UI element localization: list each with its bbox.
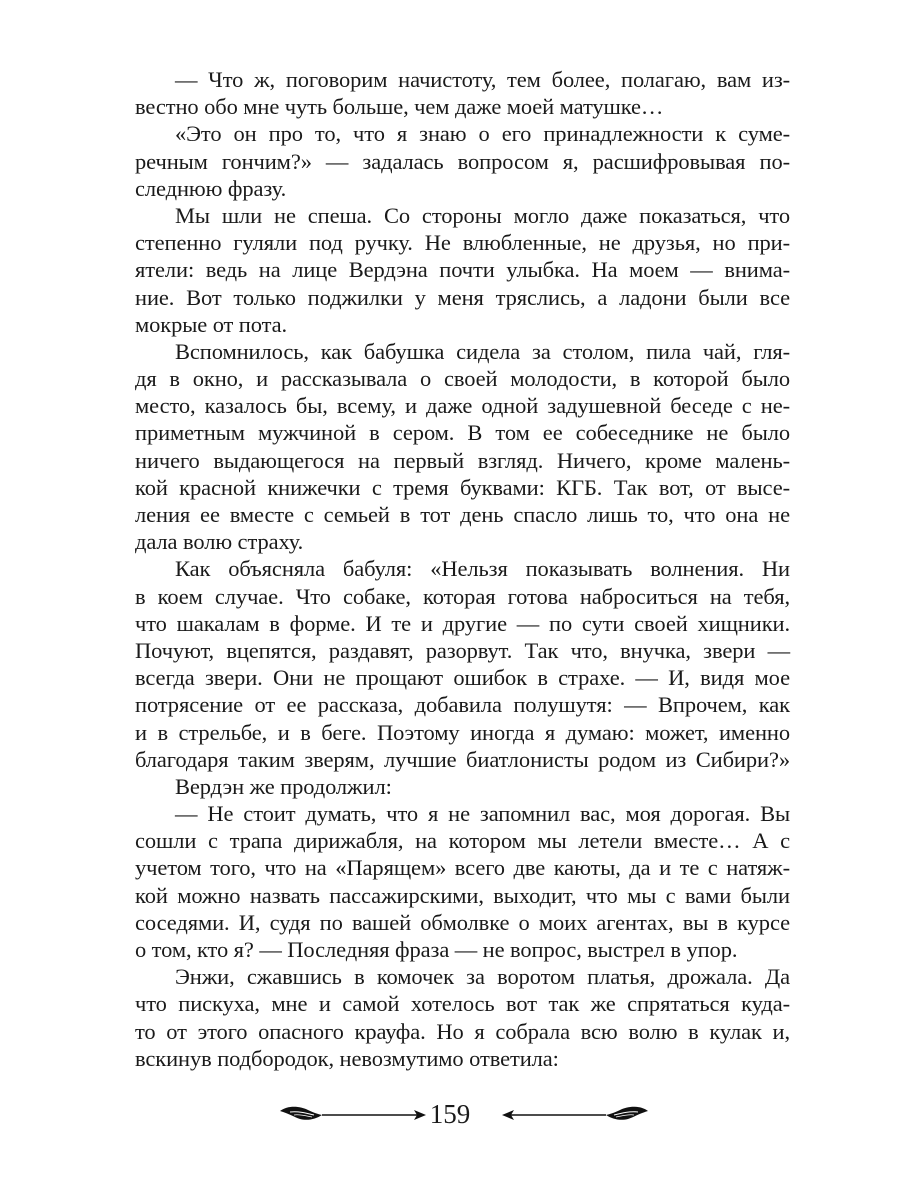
text-line: степенно гуляли под ручку. Не влюбленные, не друзья, но при- [135,230,790,256]
text-line: приметным мужчиной в сером. В том ее собеседнике не было [135,420,790,446]
text-line: вестно обо мне чуть больше, чем даже моей матушке… [135,94,664,120]
text-line: следнюю фразу. [135,175,287,201]
text-line: Энжи, сжавшись в комочек за воротом платья, дрожала. Да [175,964,790,990]
text-line: ние. Вот только поджилки у меня тряслись, а ладони были все [135,284,790,310]
text-line: о том, кто я? — Последняя фраза — не вопрос, выстрел в упор. [135,937,738,962]
text-line: что шакалам в форме. И те и другие — по сути своей хищники. [135,610,790,636]
text-line: в коем случае. Что собаке, которая готова наброситься на тебя, [135,583,790,609]
paragraph [135,66,790,120]
text-line: «Это он про то, что я знаю о его принадлежности к суме- [175,121,790,147]
text-line: благодаря таким зверям, лучшие биатлонисты родом из Сибири?» [135,746,790,772]
text-line: Мы шли не спеша. Со стороны могло даже показаться, что [175,202,790,228]
text-line: то от этого опасного крауфа. Но я собрала всю волю в кулак и, [135,1018,790,1044]
paragraph [135,202,790,338]
text-line: ления ее вместе с семьей в тот день спасло лишь то, что она не [135,502,790,527]
page-number: 159 [429,1099,471,1129]
paragraph [135,338,790,556]
text-line: дя в окно, и рассказывала о своей молодости, в которой было [135,366,790,392]
text-line: соседями. И, судя по вашей обмолвке о моих агентах, вы в курсе [135,909,790,935]
text-line: — Что ж, поговорим начистоту, тем более, полагаю, вам из- [175,67,790,92]
text-line: — Не стоит думать, что я не запомнил вас, моя дорогая. Вы [175,801,790,827]
text-line: кой можно назвать пассажирскими, выходит, что мы с вами были [135,882,790,908]
text-line: Как объясняла бабуля: «Нельзя показывать волнения. Ни [175,556,790,582]
page-footer [0,1096,900,1136]
paragraph [135,963,790,1072]
text-line: кой красной книжечки с тремя буквами: КГБ. Так вот, от высе- [135,474,790,500]
text-line: потрясение от ее рассказа, добавила полушутя: — Впрочем, как [135,692,790,718]
text-line: всегда звери. Они не прощают ошибок в страхе. — И, видя мое [135,665,790,691]
text-line: и в стрельбе, и в беге. Поэтому иногда я думаю: может, именно [135,719,790,745]
text-line: вскинув подбородок, невозмутимо ответила: [135,1045,559,1071]
paragraph [135,773,790,800]
text-line: что пискуха, мне и самой хотелось вот так же спрятаться куда- [135,991,790,1017]
page-body [135,66,790,1072]
text-line: Вердэн же продолжил: [175,773,392,799]
text-line: Вспомнилось, как бабушка сидела за столом, пила чай, гля- [175,338,790,364]
text-line: дала волю страху. [135,529,304,555]
paragraph [135,120,790,202]
paragraph [135,555,790,773]
feather-arrow-left-icon [500,1102,650,1126]
paragraph [135,800,790,963]
text-line: речным гончим?» — задалась вопросом я, расшифровывая по- [135,148,790,174]
text-line: ничего выдающегося на первый взгляд. Ничего, кроме малень- [135,447,790,473]
text-line: место, казалось бы, всему, и даже одной задушевной беседе с не- [135,393,790,419]
text-line: ятели: ведь на лице Вердэна почти улыбка. На моем — внима- [135,257,790,283]
text-line: Почуют, вцепятся, раздавят, разорвут. Так что, внучка, звери — [135,637,790,663]
text-line: мокрые от пота. [135,311,288,337]
text-line: сошли с трапа дирижабля, на котором мы летели вместе… А с [135,828,790,854]
text-line: учетом того, что на «Парящем» всего две каюты, да и те с натяж- [135,855,790,881]
